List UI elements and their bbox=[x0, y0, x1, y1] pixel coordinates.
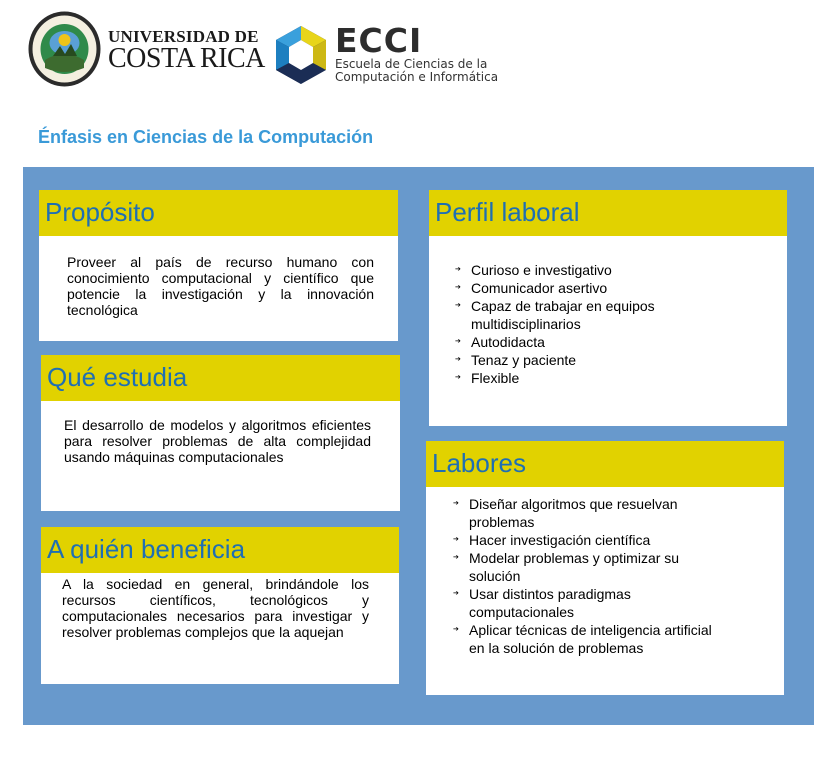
card-proposito-header bbox=[39, 190, 398, 236]
list-item: ➔ Modelar problemas y optimizar su solución bbox=[453, 549, 723, 585]
card-labores-header bbox=[426, 441, 784, 487]
card-que-estudia-body: El desarrollo de modelos y algoritmos eficientes para resolver problemas de alta complejidad usando máquinas computacionales bbox=[64, 417, 371, 465]
card-que-estudia-header bbox=[41, 355, 400, 401]
ecci-subtitle bbox=[335, 58, 498, 84]
card-labores-title: Labores bbox=[432, 448, 526, 478]
card-labores bbox=[426, 441, 784, 695]
ecci-hexagon-logo bbox=[272, 24, 330, 86]
ecci-subtitle-line1: Escuela de Ciencias de la bbox=[335, 57, 488, 71]
card-perfil-laboral bbox=[429, 190, 787, 426]
labores-list bbox=[453, 495, 723, 657]
ecci-subtitle-line2: Computación e Informática bbox=[335, 70, 499, 84]
list-item: ➔ Aplicar técnicas de inteligencia artificial en la solución de problemas bbox=[453, 621, 723, 657]
card-proposito-body: Proveer al país de recurso humano con conocimiento computacional y científico que potencie la investigación y la innovación tecnológica bbox=[67, 254, 374, 318]
list-item: ➔ Diseñar algoritmos que resuelvan problemas bbox=[453, 495, 723, 531]
card-a-quien-header bbox=[41, 527, 399, 573]
list-item: ➔ Tenaz y paciente bbox=[455, 351, 755, 369]
list-item: ➔ Flexible bbox=[455, 369, 755, 387]
card-que-estudia bbox=[41, 355, 400, 511]
ucr-seal-logo bbox=[27, 10, 102, 88]
ucr-wordmark bbox=[108, 28, 265, 72]
card-proposito-title: Propósito bbox=[45, 197, 155, 227]
page-subtitle: Énfasis en Ciencias de la Computación bbox=[38, 127, 374, 147]
list-item: ➔ Usar distintos paradigmas computacionales bbox=[453, 585, 723, 621]
card-a-quien bbox=[41, 527, 399, 684]
ucr-line1: UNIVERSIDAD DE bbox=[108, 27, 259, 46]
list-item: ➔ Hacer investigación científica bbox=[453, 531, 723, 549]
card-que-estudia-title: Qué estudia bbox=[47, 362, 188, 392]
card-a-quien-title: A quién beneficia bbox=[47, 534, 246, 564]
card-perfil-header bbox=[429, 190, 787, 236]
card-proposito bbox=[39, 190, 398, 341]
card-perfil-title: Perfil laboral bbox=[435, 197, 580, 227]
list-item: ➔ Curioso e investigativo bbox=[455, 261, 755, 279]
ecci-title: ECCI bbox=[335, 21, 423, 60]
list-item: ➔ Autodidacta bbox=[455, 333, 755, 351]
list-item: ➔ Comunicador asertivo bbox=[455, 279, 755, 297]
list-item: ➔ Capaz de trabajar en equipos multidisciplinarios bbox=[455, 297, 755, 333]
perfil-list bbox=[455, 261, 755, 387]
card-a-quien-body: A la sociedad en general, brindándole los recursos científicos, tecnológicos y computacionales necesarios para investigar y resolver problemas complejos que la aquejan bbox=[62, 576, 369, 640]
ucr-line2: COSTA RICA bbox=[108, 43, 265, 74]
